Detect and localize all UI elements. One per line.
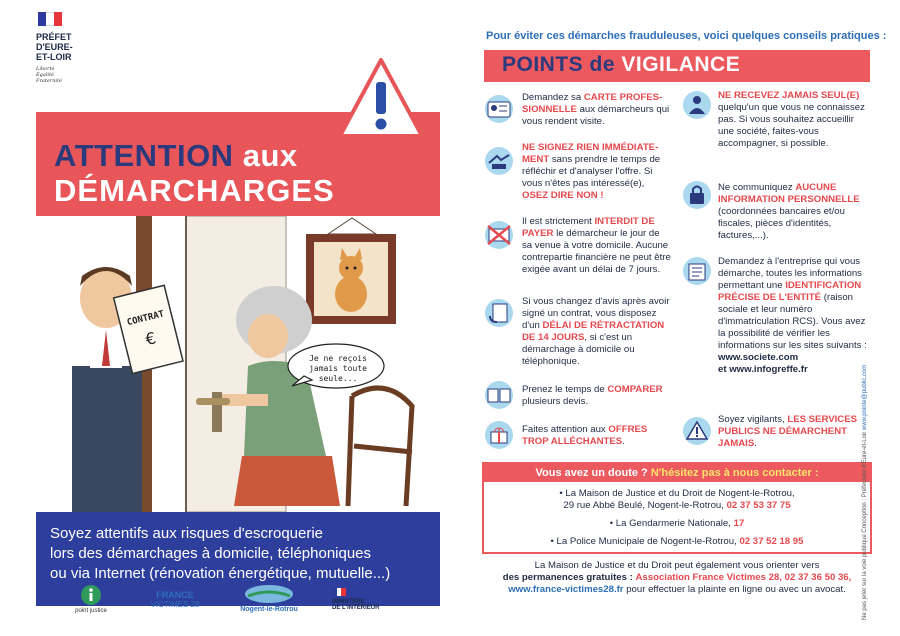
info-circle-icon: [80, 584, 102, 606]
gift-offer-icon: [482, 420, 516, 450]
devise: [36, 66, 96, 84]
tip6-pre: Faites attention aux: [522, 424, 609, 435]
partner-logos: [36, 582, 440, 632]
tip5-post: plusieurs devis.: [522, 396, 589, 407]
contact-head-b: N'hésitez pas à nous contacter :: [650, 467, 819, 479]
no-cash-icon: [482, 220, 516, 250]
contact-line-2: [484, 500, 870, 511]
logo-1-text: point justice: [75, 608, 107, 614]
title-aux: aux: [242, 138, 298, 173]
compare-icon: [482, 380, 516, 410]
link-infogreffe[interactable]: www.infogreffe.fr: [729, 364, 808, 375]
tip1-post: aux démarcheurs qui vous rendent visite.: [522, 104, 670, 127]
tip3-pre: Il est strictement: [522, 216, 595, 227]
banner-line-3: ou via Internet (rénovation énergétique, mutuelle...): [50, 565, 391, 582]
contact-line-1: • La Maison de Justice et du Droit de Nogent-le-Rotrou,: [559, 488, 795, 499]
link-societe[interactable]: www.societe.com: [718, 352, 799, 363]
vertical-credit-b: www.pointe@public.com: [862, 364, 868, 431]
nogent-logo: [232, 584, 306, 613]
tip1-red: CARTE PROFES- SIONNELLE: [522, 92, 663, 115]
document-return-icon: [482, 298, 516, 328]
tipr1-red: NE RECEVEZ JAMAIS SEUL(E): [718, 90, 860, 101]
french-flag-icon: [38, 12, 62, 26]
warning-triangle-icon: [680, 416, 714, 446]
handshake-stop-icon: [482, 146, 516, 176]
tip2-red2: OSEZ DIRE NON !: [522, 190, 604, 201]
left-panel: [36, 12, 436, 628]
tip-identification: [718, 256, 870, 376]
tip-offres: [522, 424, 672, 448]
vertical-credit: [862, 20, 868, 620]
contact-line-4: [484, 536, 870, 547]
tipr4-pre: Soyez vigilants,: [718, 414, 788, 425]
tip-jamais-seul: [718, 90, 866, 150]
lock-data-icon: [680, 180, 714, 210]
contact-address: 29 rue Abbé Beulé, Nogent-le-Rotrou,: [563, 500, 724, 511]
prefet-logo: [36, 12, 96, 84]
footer-line-1: La Maison de Justice et du Droit peut également vous orienter vers: [534, 560, 820, 571]
tip-info-perso: [718, 182, 866, 242]
contact-phone-mjd[interactable]: 02 37 53 37 75: [726, 500, 791, 511]
logo-4a: MINISTÈRE: [332, 599, 365, 605]
banner-line-1: Soyez attentifs aux risques d'escroquerie: [50, 525, 324, 542]
contact-line-3: [484, 518, 870, 529]
tip5-pre: Prenez le temps de: [522, 384, 608, 395]
tipr4-post: .: [754, 438, 757, 449]
tip3-red: INTERDIT DE PAYER: [522, 216, 655, 239]
tip3-post: le démarcheur le jour de sa venue à votre domicile. Aucune contrepartie financière ne peut être exigée avant un délai de 7 jours.: [522, 228, 671, 275]
tipr3-mid: et: [718, 364, 730, 375]
tipr3-red: IDENTIFICATION PRÉCISE DE L'ENTITÉ: [718, 280, 862, 303]
ministere-flag-icon: [332, 588, 346, 596]
tip4-red: DÉLAI DE RÉTRACTATION DE 14 JOURS: [522, 320, 665, 343]
contact-police: • La Police Municipale de Nogent-le-Rotrou,: [550, 536, 737, 547]
contact-phone-17[interactable]: 17: [733, 518, 745, 529]
tip5-red: COMPARER: [607, 384, 663, 395]
tip2-post: sans prendre le temps de réfléchir et d'analyser l'offre. Si vous n'êtes pas intéressé(e),: [522, 154, 661, 189]
devise-1: Liberté: [36, 66, 55, 72]
speech-text: Je ne reçois jamais toute seule...: [309, 354, 367, 383]
prefet-name: [36, 32, 96, 62]
tipr3-post: (raison sociale et leur numéro d'immatriculation RCS). Vous avez la possibilité de vérifier les informations sur les sites suivants :: [718, 292, 867, 351]
intro-text: Pour éviter ces démarches frauduleuses, voici quelques conseils pratiques :: [486, 30, 887, 42]
tip-interdit-payer: [522, 216, 672, 276]
illustration: [36, 216, 440, 512]
contract-label: CONTRAT: [126, 309, 166, 329]
tipr4-red: LES SERVICES PUBLICS NE DÉMARCHENT JAMAIS: [718, 414, 857, 449]
tipr2-post: (coordonnées bancaires et/ou fiscales, pièces d'identités, factures,...).: [718, 206, 845, 241]
logo-3-text: Nogent-le-Rotrou: [240, 606, 298, 613]
warning-sign-icon: [336, 56, 426, 141]
ministere-logo: [332, 588, 392, 611]
tipr3-pre: Demandez à l'entreprise qui vous démarche, toutes les informations permettant une: [718, 256, 862, 291]
contact-phone-police[interactable]: 02 37 52 18 95: [739, 536, 804, 547]
vigilance-band: [484, 50, 870, 82]
prefet-line-3: ET-LOIR: [36, 52, 72, 62]
tipr1-post: quelqu'un que vous ne connaissez pas. Si vous souhaitez accueillir une société, faites-vous accompagner, si possible.: [718, 102, 865, 149]
id-card-icon: [482, 94, 516, 124]
prefet-line-1: PRÉFET: [36, 32, 72, 42]
tipr2-pre: Ne communiquez: [718, 182, 796, 193]
footer-text: [478, 560, 876, 596]
footer-line-3: [478, 584, 876, 596]
title-demarcharges: DÉMARCHARGES: [54, 173, 335, 208]
point-justice-logo: [66, 584, 116, 614]
logo-2a: FRANCE: [156, 590, 194, 600]
tip4-post: , si c'est un démarchage à domicile ou téléphonique.: [522, 332, 635, 367]
vigilance-title: [502, 53, 740, 77]
contact-gendarmerie: • La Gendarmerie Nationale,: [609, 518, 731, 529]
banner-line-2: lors des démarchages à domicile, téléphoniques: [50, 545, 372, 562]
tip1-pre: Demandez sa: [522, 92, 584, 103]
tip-ne-signez-rien: [522, 142, 672, 202]
company-check-icon: [680, 256, 714, 286]
footer-plainte: pour effectuer la plainte en ligne ou avec un avocat.: [626, 584, 846, 595]
contact-header: [484, 464, 870, 482]
tip6-post: .: [622, 436, 625, 447]
tip2-red: NE SIGNEZ RIEN IMMÉDIATE- MENT: [522, 142, 659, 165]
tip-services-publics: [718, 414, 868, 450]
footer-association: Association France Victimes 28, 02 37 36 50 36,: [635, 572, 852, 583]
france-victimes-logo: [140, 590, 210, 609]
vertical-credit-a: Ne pas jeter sur la voie publique Conception : Préfecture d'Eure-et-Loir: [862, 430, 868, 620]
footer-line-2: [478, 572, 876, 584]
tip6-red: OFFRES TROP ALLÉCHANTES: [522, 424, 648, 447]
vigilance-title-a: POINTS de: [502, 53, 616, 76]
prefet-line-2: D'EURE-: [36, 42, 73, 52]
tip-comparer: [522, 384, 672, 408]
title-attention: ATTENTION: [54, 138, 234, 173]
devise-3: Fraternité: [36, 78, 62, 84]
vigilance-title-b: VIGILANCE: [621, 53, 741, 76]
logo-4b: DE L'INTÉRIEUR: [332, 605, 380, 611]
nogent-emblem-icon: [244, 584, 294, 604]
right-panel: [478, 28, 887, 628]
contact-head-a: Vous avez un doute ?: [535, 467, 648, 479]
footer-permanences: des permanences gratuites :: [502, 572, 633, 583]
tip4-pre: Si vous changez d'avis après avoir signé un contrat, vous disposez d'un: [522, 296, 670, 331]
devise-2: Égalité: [36, 72, 54, 78]
contract-euro: €: [143, 328, 158, 350]
contact-box: [482, 462, 872, 554]
tip-carte-pro: [522, 92, 672, 128]
tip-retractation: [522, 296, 674, 368]
link-france-victimes[interactable]: www.france-victimes28.fr: [508, 584, 624, 595]
person-alone-icon: [680, 90, 714, 120]
title-line-1: [54, 139, 298, 173]
logo-2b: VICTIMES 28: [150, 600, 200, 609]
tipr2-red: AUCUNE INFORMATION PERSONNELLE: [718, 182, 860, 205]
